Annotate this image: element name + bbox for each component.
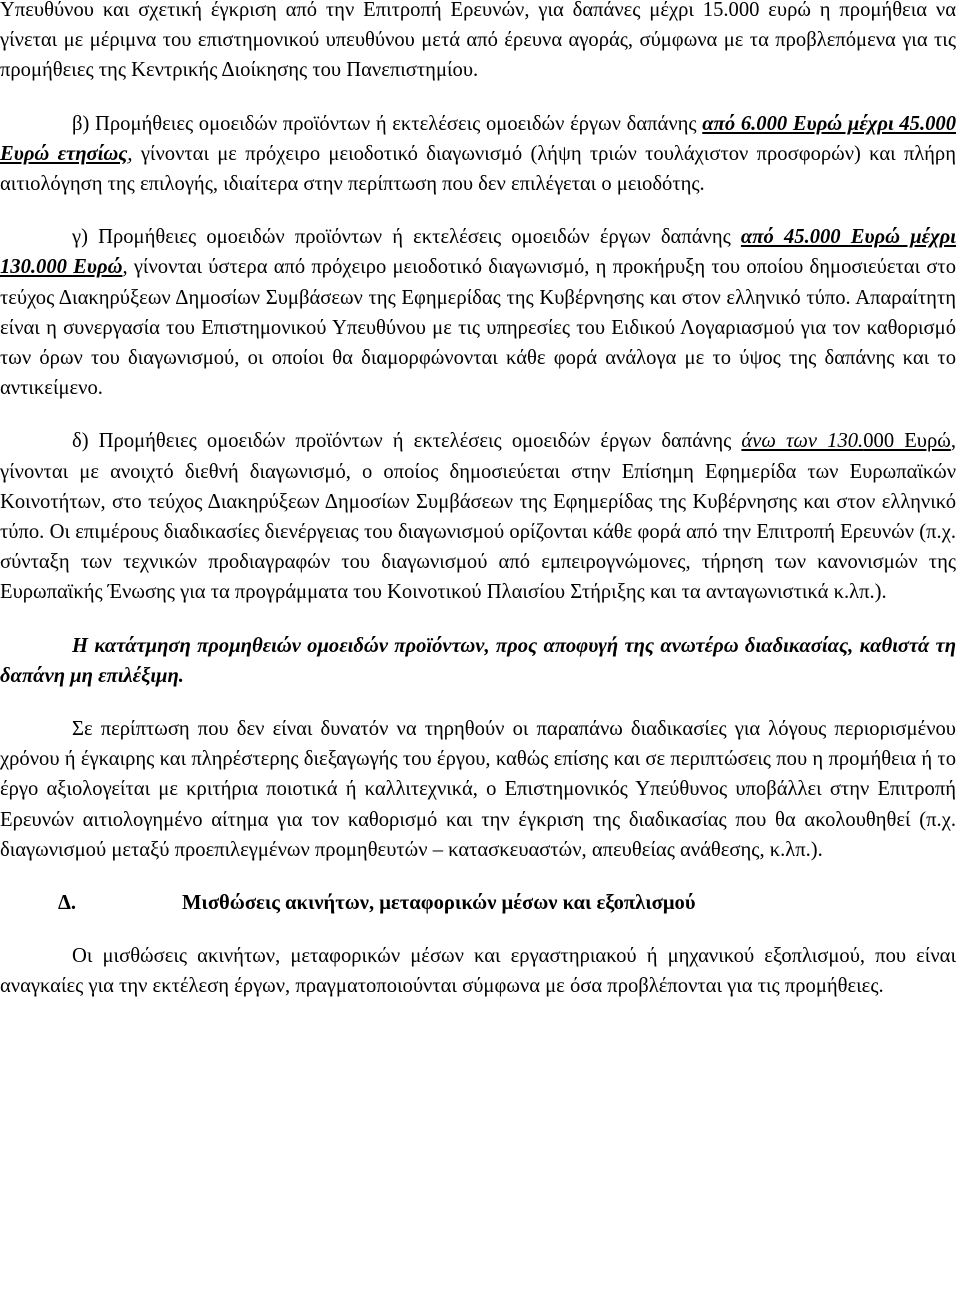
item-c-threshold: από 45.000 Ευρώ μέχρι 130.000 Ευρώ <box>0 226 956 279</box>
item-b-rest: , γίνονται με πρόχειρο μειοδοτικό διαγωνισμό (λήψη τριών τουλάχιστον προσφορών) και πλήρη αιτιολόγηση της επιλογής, ιδιαίτερα στην περίπτωση που δεν επιλέγεται ο μειοδότης. <box>0 142 956 196</box>
item-d-rest: , γίνονται με ανοιχτό διεθνή διαγωνισμό, ο οποίος δημοσιεύεται στην Επίσημη Εφημερίδα των Ευρωπαϊκών Κοινοτήτων, στο τεύχος Διακηρύξεων Δημοσίων Συμβάσεων της Εφημερίδας της Κυβέρνησης και στον ελληνικό τύπο. Οι επιμέρους διαδικασίες διενέργειας του διαγωνισμού ορίζονται κάθε φορά από την Επιτροπή Ερευνών (π.χ. σύνταξη των τεχνικών προδιαγραφών του διαγωνισμού από εμπειρογνώμονες, τήρηση των κανονισμών της Ευρωπαϊκής Ένωσης για τα προγράμματα του Κοινοτικού Πλαισίου Στήριξης και τα ανταγωνιστικά κ.λπ.). <box>0 430 956 604</box>
paragraph-note: Η κατάτμηση προμηθειών ομοειδών προϊόντων, προς αποφυγή της ανωτέρω διαδικασίας, καθιστά τη δαπάνη μη επιλέξιμη. <box>0 634 956 687</box>
paragraph-intro: Υπευθύνου και σχετική έγκριση από την Επιτροπή Ερευνών, για δαπάνες μέχρι 15.000 ευρώ η προμήθεια να γίνεται με μέριμνα του επιστημονικού υπευθύνου μετά από έρευνα αγοράς, σύμφωνα με τα προβλεπόμενα για τις προμήθειες της Κεντρικής Διοίκησης του Πανεπιστημίου. <box>0 0 956 82</box>
item-c-lead: γ) Προμήθειες ομοειδών προϊόντων ή εκτελέσεις ομοειδών έργων δαπάνης <box>72 226 741 249</box>
item-d-threshold-italic: άνω των 130. <box>741 430 864 453</box>
item-d-lead: δ) Προμήθειες ομοειδών προϊόντων ή εκτελέσεις ομοειδών έργων δαπάνης <box>72 430 742 453</box>
section-number: Δ. <box>58 892 77 915</box>
paragraph-item-b <box>0 109 956 200</box>
item-b-threshold: από 6.000 Ευρώ μέχρι 45.000 Ευρώ ετησίως <box>0 112 957 165</box>
item-b-lead: β) Προμήθειες ομοειδών προϊόντων ή εκτελέσεις ομοειδών έργων δαπάνης <box>72 112 703 135</box>
paragraph-rentals: Οι μισθώσεις ακινήτων, μεταφορικών μέσων και εργαστηριακού ή μηχανικού εξοπλισμού, που είναι αναγκαίες για την εκτέλεση έργων, πραγματοποιούνται σύμφωνα με όσα προβλέπονται για τις προμήθειες. <box>0 945 956 998</box>
item-c-rest: , γίνονται ύστερα από πρόχειρο μειοδοτικό διαγωνισμό, η προκήρυξη του οποίου δημοσιεύεται στο τεύχος Διακηρύξεων Δημοσίων Συμβάσεων της Εφημερίδας της Κυβέρνησης και στον ελληνικό τύπο. Απαραίτητη είναι η συνεργασία του Επιστημονικού Υπευθύνου με τις υπηρεσίες του Ειδικού Λογαριασμού για τον καθορισμό των όρων του διαγωνισμού, οι οποίοι θα διαμορφώνονται κάθε φορά ανάλογα με το ύψος της δαπάνης και το αντικείμενο. <box>0 256 956 400</box>
section-title: Μισθώσεις ακινήτων, μεταφορικών μέσων και εξοπλισμού <box>182 892 696 915</box>
paragraph-item-c <box>0 222 956 403</box>
section-heading <box>0 888 956 918</box>
item-d-threshold-plain: 000 Ευρώ <box>863 430 951 453</box>
paragraph-exception: Σε περίπτωση που δεν είναι δυνατόν να τηρηθούν οι παραπάνω διαδικασίες για λόγους περιορισμένου χρόνου ή έγκαιρης και πληρέστερης διεξαγωγής του έργου, καθώς επίσης και σε περιπτώσεις που η προμήθεια ή το έργο αξιολογείται με κριτήρια ποιοτικά ή καλλιτεχνικά, ο Επιστημονικός Υπεύθυνος υποβάλλει στην Επιτροπή Ερευνών αιτιολογημένο αίτημα για τον καθορισμό και την έγκριση της διαδικασίας που θα ακολουθηθεί (π.χ. διαγωνισμού μεταξύ προεπιλεγμένων προμηθευτών – κατασκευαστών, απευθείας ανάθεσης, κ.λπ.). <box>0 718 956 861</box>
paragraph-item-d <box>0 426 956 607</box>
